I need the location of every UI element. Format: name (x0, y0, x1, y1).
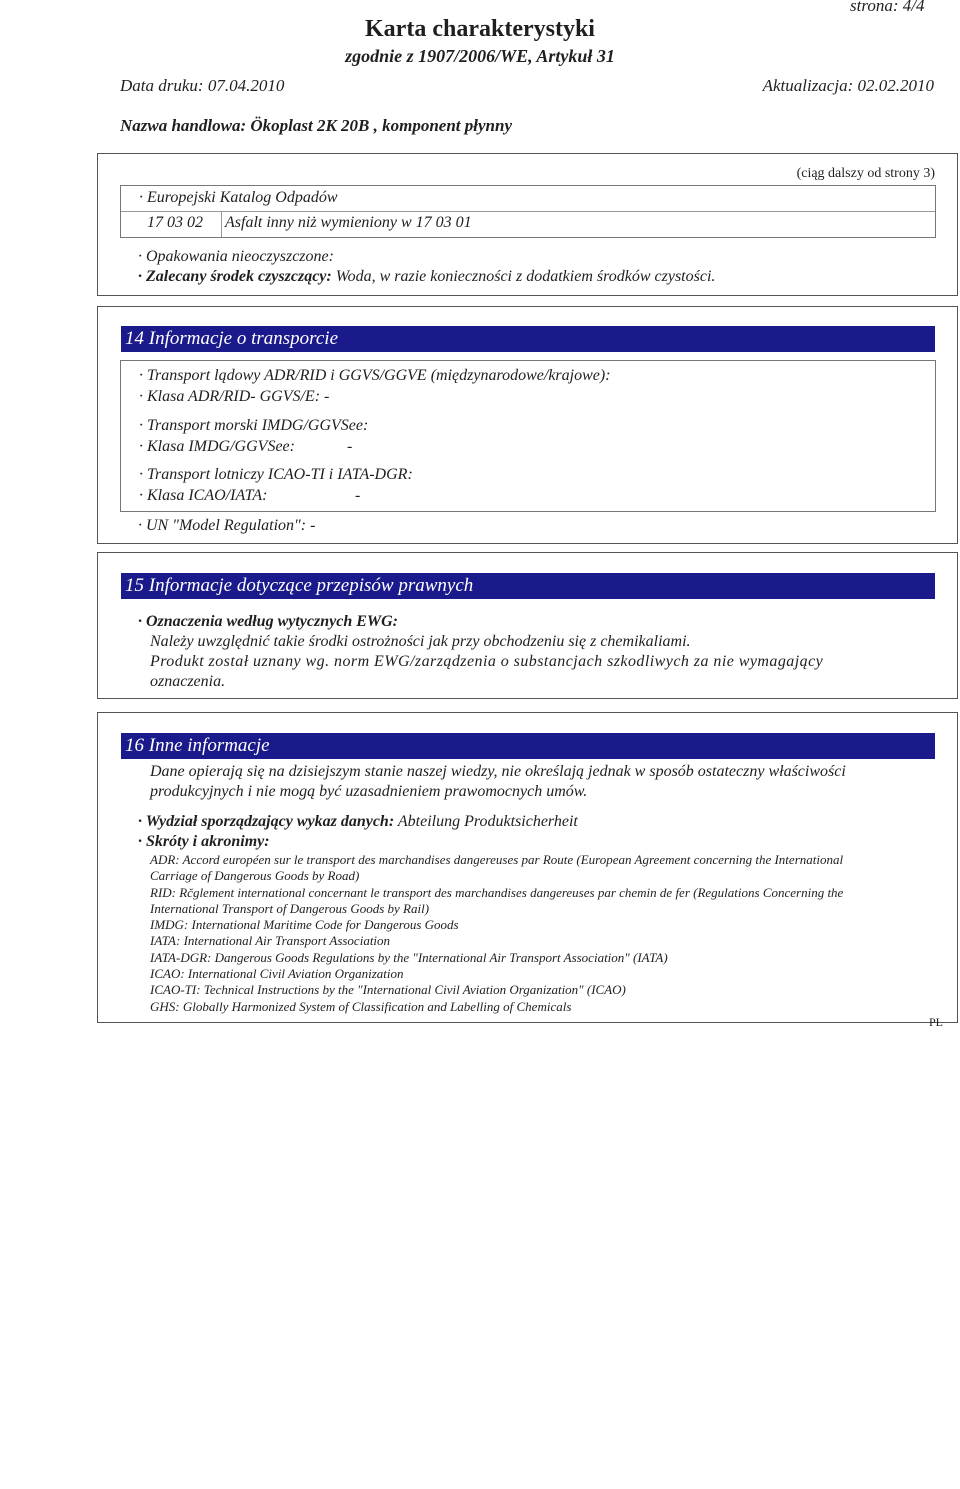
eu-labelling-line-3: oznaczenia. (150, 673, 226, 690)
packaging-label: · Opakowania nieoczyszczone: (138, 248, 334, 265)
document-title: Karta charakterystyki (365, 16, 595, 42)
land-transport-label: · Transport lądowy ADR/RID i GGVS/GGVE (międzynarodowe/krajowe): (139, 367, 611, 384)
continued-note: (ciąg dalszy od strony 3) (796, 166, 935, 181)
waste-description: Asfalt inny niż wymieniony w 17 03 01 (225, 214, 472, 231)
transport-box (120, 360, 936, 512)
abbreviation-line: IMDG: International Maritime Code for Dangerous Goods (150, 917, 459, 933)
abbreviations-label: · Skróty i akronimy: (138, 833, 270, 850)
cleaner-value: Woda, w razie konieczności z dodatkiem środków czystości. (335, 268, 716, 285)
section-14-title: 14 Informacje o transporcie (121, 326, 935, 352)
abbreviation-line: IATA-DGR: Dangerous Goods Regulations by the "International Air Transport Association" (IATA) (150, 949, 668, 965)
sea-class-label: · Klasa IMDG/GGVSee: (139, 438, 295, 455)
section-16-box (97, 712, 958, 1023)
eu-labelling-line-1: Należy uwzględnić takie środki ostrożności jak przy obchodzeniu się z chemikaliami. (150, 633, 691, 650)
un-model-regulation: · UN "Model Regulation": - (138, 517, 316, 534)
waste-code: 17 03 02 (147, 214, 203, 231)
abbreviation-line: Carriage of Dangerous Goods by Road) (150, 868, 360, 884)
waste-catalog-box (120, 185, 936, 238)
abbreviation-line: GHS: Globally Harmonized System of Classification and Labelling of Chemicals (150, 998, 572, 1014)
abbreviation-line: ICAO-TI: Technical Instructions by the "International Civil Aviation Organization" (ICAO) (150, 982, 626, 998)
divider (121, 211, 935, 212)
divider (221, 211, 222, 237)
abbreviation-line: International Transport of Dangerous Goods by Rail) (150, 900, 430, 916)
abbreviation-line: ADR: Accord européen sur le transport des marchandises dangereuses par Route (European Agreement concerning the International (150, 852, 844, 867)
land-transport-class: · Klasa ADR/RID- GGVS/E: - (139, 388, 330, 405)
trade-name: Nazwa handlowa: Ökoplast 2K 20B , komponent płynny (120, 116, 513, 135)
page-number: strona: 4/4 (850, 0, 925, 15)
cleaner-label: · Zalecany środek czyszczący: (138, 268, 332, 285)
abbreviation-line: ICAO: International Civil Aviation Organization (150, 966, 404, 982)
eu-labelling-label: · Oznaczenia według wytycznych EWG: (138, 613, 398, 630)
document-subtitle: zgodnie z 1907/2006/WE, Artykuł 31 (345, 46, 615, 66)
waste-catalog-label: · Europejski Katalog Odpadów (139, 189, 338, 206)
section-14-box (97, 306, 958, 544)
abbreviations-list (150, 852, 936, 1015)
section-15-title: 15 Informacje dotyczące przepisów prawnych (121, 573, 935, 599)
department-label: · Wydział sporządzający wykaz danych: (138, 813, 395, 830)
update-date: Aktualizacja: 02.02.2010 (762, 76, 934, 95)
abbreviation-line: IATA: International Air Transport Association (150, 933, 391, 949)
department-row (138, 813, 578, 831)
section-13-box (97, 153, 958, 296)
eu-labelling-line-2: Produkt został uznany wg. norm EWG/zarządzenia o substancjach szkodliwych za nie wymagający (150, 653, 824, 670)
abbreviation-line: RID: Rčglement international concernant le transport des marchandises dangereuses par chemin de fer (Regulations Concerning the (150, 884, 844, 900)
cleaner-row (138, 268, 715, 286)
language-code: PL (929, 1015, 944, 1029)
department-value: Abteilung Produktsicherheit (397, 813, 578, 830)
section-15-box (97, 552, 958, 699)
print-date: Data druku: 07.04.2010 (120, 76, 285, 95)
disclaimer-line-2: produkcyjnych i nie mogą być uzasadnieniem prawomocnych umów. (150, 783, 588, 800)
air-class-value: - (355, 487, 361, 504)
sea-class-value: - (347, 438, 353, 455)
air-transport-label: · Transport lotniczy ICAO-TI i IATA-DGR: (139, 466, 413, 483)
disclaimer-line-1: Dane opierają się na dzisiejszym stanie naszej wiedzy, nie określają jednak w sposób ostateczny właściwości (150, 763, 846, 780)
section-16-title: 16 Inne informacje (121, 733, 935, 759)
sea-transport-label: · Transport morski IMDG/GGVSee: (139, 417, 369, 434)
air-class-label: · Klasa ICAO/IATA: (139, 487, 268, 504)
